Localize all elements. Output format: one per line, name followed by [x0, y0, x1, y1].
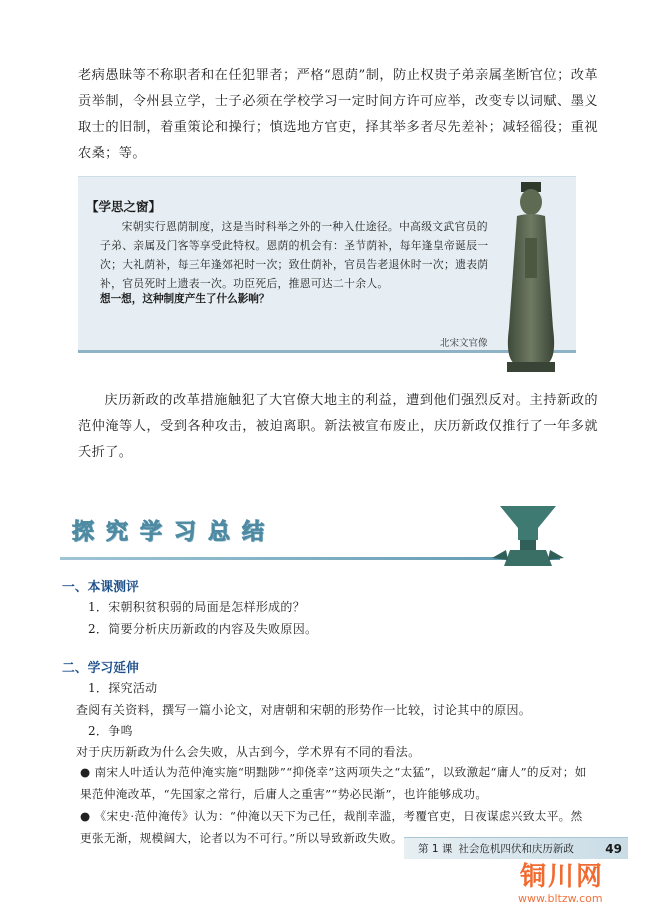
- heading-study-extension: 二、学习延伸: [62, 661, 139, 676]
- statue-caption: 北宋文官像: [440, 338, 488, 349]
- bullet-ye-shi-view: ● 南宋人叶适认为范仲淹实施“明黜陟”“抑侥幸”这两项失之“太猛”，以致激起“庸人”的反对；如果范仲淹改革，“先国家之常行，后庸人之重害”“势必民渐”，也许能够成功。: [80, 765, 587, 801]
- study-window-title: 【学思之窗】: [86, 199, 162, 214]
- body-paragraph-1: 老病愚昧等不称职者和在任犯罪者；严格“恩荫”制，防止权贵子弟亲属垄断官位；改革贡举制，令州县立学，士子必须在学校学习一定时间方许可应举，改变专以词赋、墨义取士的旧制，着重策论和操行；慎选地方官吏，择其举多者尽先差补；减轻徭役；重视农桑；等。: [78, 68, 598, 161]
- lesson-title: 社会危机四伏和庆历新政: [458, 843, 574, 855]
- section-title-char: 究: [106, 519, 129, 545]
- section-title-char: 总: [208, 519, 231, 545]
- watermark-logo: 铜川网: [520, 862, 605, 892]
- section-title-char: 结: [242, 519, 265, 545]
- section-title: [72, 515, 272, 547]
- section-title-char: 习: [174, 519, 197, 545]
- body-paragraph-2: 庆历新政的改革措施触犯了大官僚大地主的利益，遭到他们强烈反对。主持新政的范仲淹等人，受到各种攻击，被迫离职。新法被宣布废止，庆历新政仅推行了一年多就夭折了。: [78, 393, 598, 460]
- study-window-text: 宋朝实行恩荫制度，这是当时科举之外的一种入仕途径。中高级文武官员的子弟、亲属及门客等享受此特权。恩荫的机会有：圣节荫补，每年逢皇帝诞辰一次；大礼荫补，每三年逢郊祀时一次；致仕荫补，官员告老退休时一次；遗表荫补，官员死时上遗表一次。功臣死后，推恩可达二十余人。: [100, 220, 489, 290]
- song-official-statue-image: [495, 178, 567, 376]
- study-window-question: 想一想，这种制度产生了什么影响？: [100, 293, 270, 305]
- list-item: 2．简要分析庆历新政的内容及失败原因。: [88, 622, 318, 636]
- lesson-number: 第 1 课: [418, 843, 453, 855]
- bronze-vessel-image: [486, 500, 570, 572]
- page-number: 49: [605, 841, 622, 856]
- watermark-url: www.bltzw.com: [518, 892, 603, 905]
- section-title-char: 探: [72, 519, 95, 545]
- activity-text: 查阅有关资料，撰写一篇小论文，对唐朝和宋朝的形势作一比较，讨论其中的原因。: [76, 703, 532, 717]
- heading-lesson-assessment: 一、本课测评: [62, 580, 139, 595]
- bullet-song-shi-view: ● 《宋史·范仲淹传》认为：“仲淹以天下为己任，裁削幸滥，考覆官吏，日夜谋虑兴致太平。然更张无渐，规模阔大，论者以为不可行。”所以导致新政失败。: [80, 809, 583, 845]
- list-item: 1．探究活动: [88, 681, 158, 695]
- section-divider-line: [60, 557, 560, 560]
- list-item: 2．争鸣: [88, 724, 133, 738]
- list-item: 1．宋朝积贫积弱的局面是怎样形成的？: [88, 600, 306, 614]
- section-title-char: 学: [140, 519, 163, 545]
- debate-text: 对于庆历新政为什么会失败，从古到今，学术界有不同的看法。: [76, 745, 421, 759]
